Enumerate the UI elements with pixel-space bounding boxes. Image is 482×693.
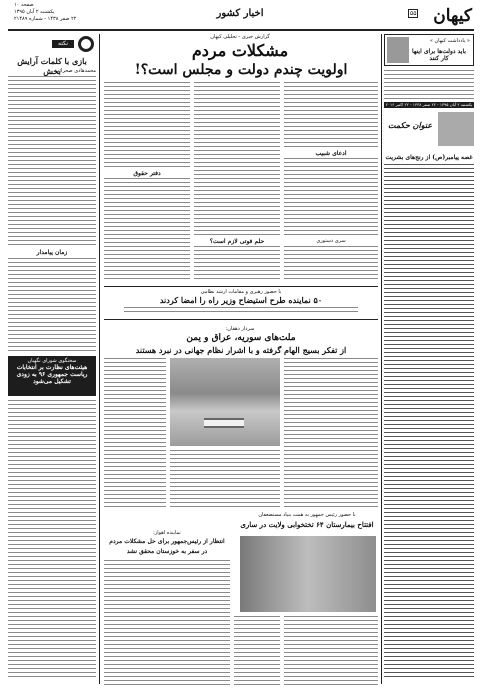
khuzestan-title-line1: انتظار از رئیس‌جمهور برای حل مشکلات مردم (109, 538, 225, 545)
right-column (384, 34, 474, 684)
masthead-rule (8, 29, 474, 31)
hospital-title: افتتاح بیمارستان ۶۴ تختخوابی ولایت در ساری (240, 520, 374, 529)
impeachment-box (104, 286, 378, 320)
hekmat-calligraphy: عنوان حکمت (387, 120, 433, 130)
khuzestan-title-line2: در سفر به خوزستان محقق نشد (126, 548, 208, 555)
syria-kicker: سردار دهقان: (225, 326, 255, 332)
nokte-circle-icon (78, 36, 94, 52)
syria-text-under-photo (170, 450, 280, 508)
date-strip: یکشنبه ۲ آبان ۱۳۹۵ - ۲۲ صفر ۱۴۳۸ - ۲۲ اکتبر ۲۰۱۶ (385, 102, 473, 107)
council-kicker: سخنگوی شورای نگهبان (27, 358, 77, 364)
syria-title-line1: ملت‌های سوریه، عراق و یمن (186, 333, 296, 343)
editorial-header: « یادداشت کیهان » (429, 38, 470, 44)
parade-flag-icon (204, 418, 244, 428)
parade-photo (170, 358, 280, 446)
impeachment-title: ۵۰ نماینده طرح استیضاح وزیر راه را امضا کردند (159, 295, 323, 305)
sub-kicker: سری دستوری (284, 238, 378, 244)
editorial-question: باید دولت‌ها برای اینها کار کنند (412, 48, 466, 62)
hekmat-photo (438, 112, 474, 146)
editorial-box (384, 34, 474, 66)
impeachment-kicker: با حضور رهبری و مقامات ارشد نظامی (200, 289, 282, 295)
hekmat-quote-title: غصه پیامبر(ص) از رنج‌های بشریت (385, 154, 473, 161)
logo-text: کیهان (433, 6, 472, 26)
lead-text-col1 (104, 82, 190, 282)
left-top-byline: محمدهادی صحرائی (55, 68, 96, 74)
hospital-kicker: با حضور رئیس جمهور به همت بنیاد مستضعفان (258, 512, 356, 518)
syria-title-line2: از تفکر بسیج الهام گرفته و با اشرار نظام جهانی در نبرد هستند (135, 345, 347, 355)
khuzestan-kicker: نماینده اهواز: (153, 530, 181, 536)
hospital-photo (240, 536, 376, 612)
syria-text-left (104, 358, 166, 508)
masthead (0, 0, 482, 30)
lead-text-col2 (194, 82, 280, 282)
lead-title-line1: مشکلات مردم (191, 41, 289, 60)
mini-headline: حلم فوتی لازم است؟ (194, 238, 280, 245)
left-column (8, 34, 96, 684)
newspaper-logo (410, 6, 472, 26)
left-article-text (8, 76, 96, 246)
impeachment-text (124, 307, 358, 315)
issue-date: یکشنبه ۲ آبان ۱۳۹۵ (14, 9, 55, 15)
lead-title-line2: اولویت چندم دولت و مجلس است؟! (134, 62, 348, 78)
right-col-divider (381, 34, 382, 684)
column-head-3: دفتر حقوق (104, 170, 190, 177)
left-column-head-1: زمان پیامدار (36, 249, 68, 256)
column-head-2: ادعای شبیب (284, 150, 378, 157)
council-title: هیئت‌های نظارت بر انتخابات ریاست جمهوری ۹۶ به زودی تشکیل می‌شود (16, 364, 88, 385)
left-top-title: بازی با کلمات آرایش بخش (17, 56, 87, 76)
left-col-divider (99, 34, 100, 684)
editorial-author-photo (387, 37, 409, 63)
right-article-text (384, 164, 474, 679)
page-number: صفحه ۱۰ (14, 2, 34, 8)
hekmat-block (384, 112, 474, 152)
hospital-text (284, 616, 378, 686)
khuzestan-text (104, 560, 230, 686)
editorial-text (384, 70, 474, 100)
syria-text-right (284, 358, 378, 508)
logo-badge: ۵۵ (410, 10, 417, 17)
section-title: اخبار کشور (216, 8, 264, 19)
left-article-text-2 (8, 258, 96, 354)
lead-text-col3 (284, 82, 378, 282)
nokte-label: نکته (52, 40, 74, 48)
nokte-logo (8, 36, 96, 54)
issue-number: ۲۲ صفر ۱۴۳۸ - شماره ۲۱۴۸۹ (14, 16, 77, 22)
center-bottom-text (234, 616, 280, 686)
council-box (8, 356, 96, 396)
lead-kicker: گزارش خبری - تحلیلی کیهان (210, 34, 270, 40)
left-article-text-3 (8, 400, 96, 680)
